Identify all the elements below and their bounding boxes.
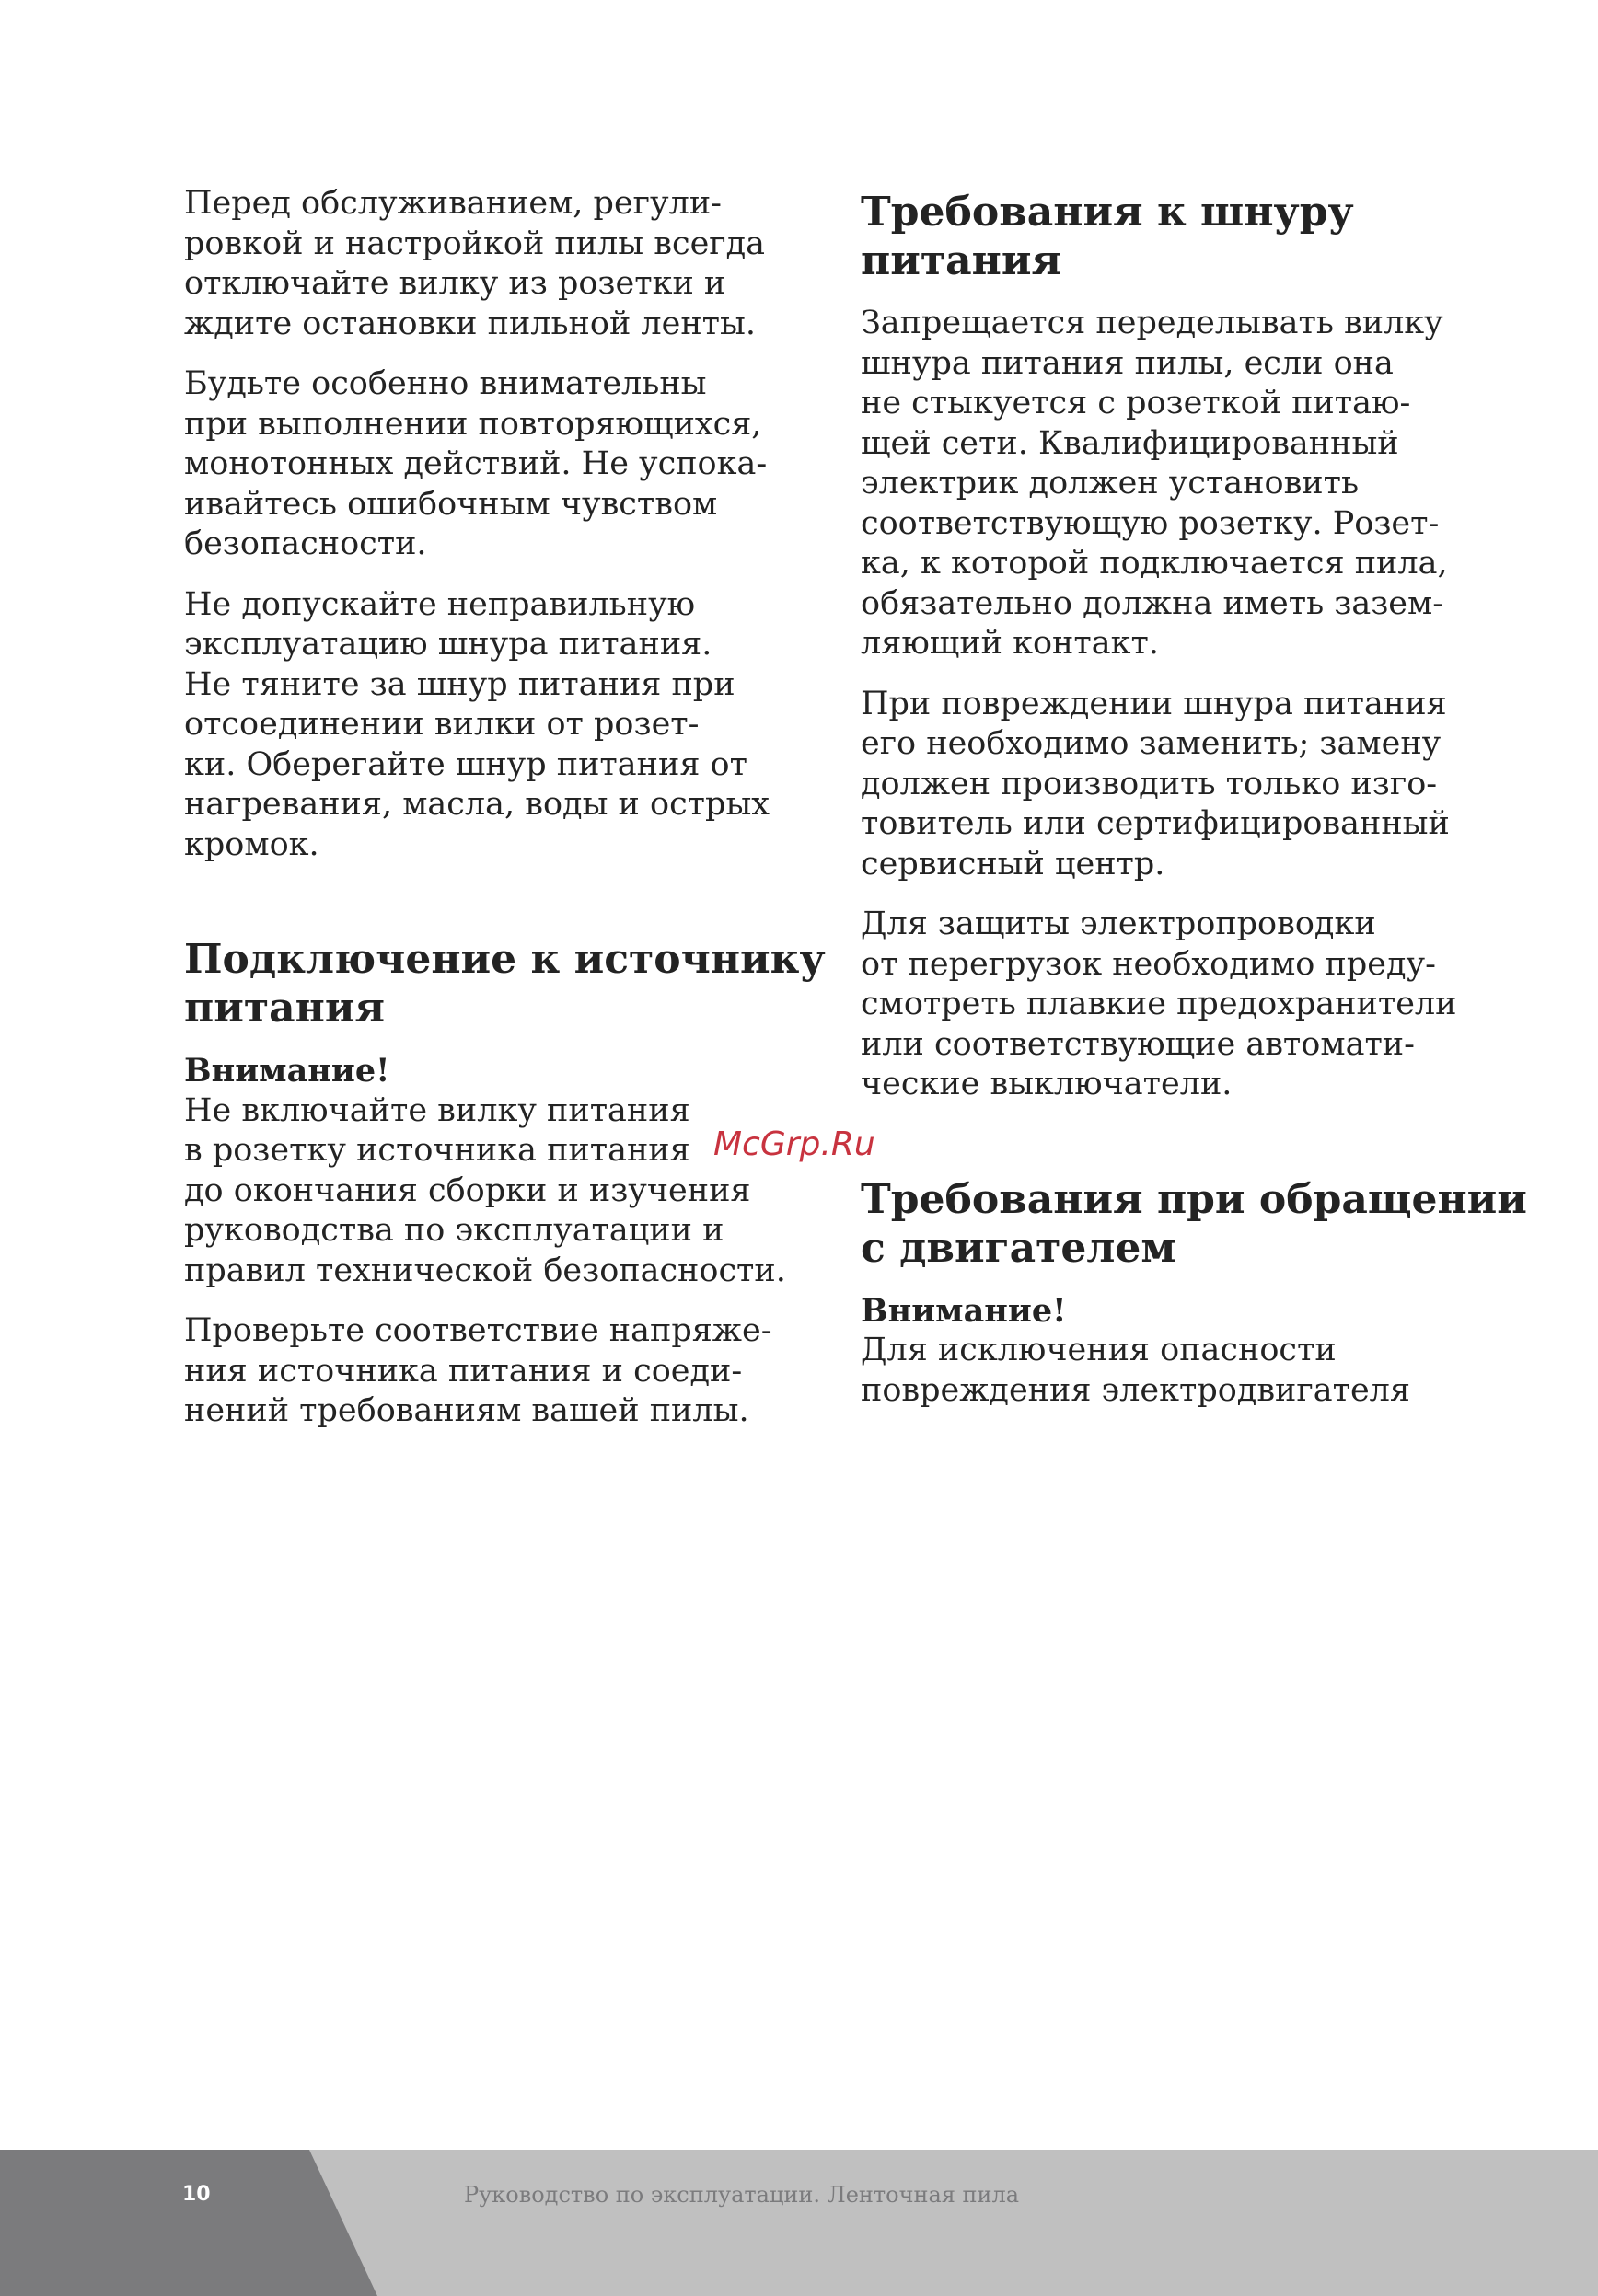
- paragraph-attention: [184, 364, 810, 565]
- page-footer: [0, 2150, 1598, 2296]
- text-line: эксплуатацию шнура питания.: [184, 626, 712, 663]
- text-line: монотонных действий. Не успока-: [184, 445, 768, 482]
- text-line: Проверьте соответствие напряже-: [184, 1312, 772, 1349]
- text-line: должен производить только изго-: [861, 765, 1438, 802]
- text-line: Запрещается переделывать вилку: [861, 305, 1443, 341]
- text-line: соответствующую розетку. Розет-: [861, 504, 1440, 542]
- text-line: Для защиты электропроводки: [861, 906, 1376, 942]
- text-line: ждите остановки пильной ленты.: [184, 305, 757, 342]
- paragraph-warning-plug: [184, 1051, 810, 1291]
- text-line: руководства по эксплуатации и: [184, 1212, 724, 1249]
- text-line: отключайте вилку из розетки и: [184, 265, 726, 302]
- text-line: Для исключения опасности: [861, 1332, 1337, 1368]
- warning-label: Внимание!: [861, 1291, 1067, 1330]
- heading-line: Подключение к источнику: [184, 936, 826, 983]
- text-line: его необходимо заменить; замену: [861, 725, 1442, 762]
- text-line: товитель или сертифицированный: [861, 805, 1450, 842]
- text-line: Будьте особенно внимательны: [184, 365, 707, 402]
- paragraph-overload-protection: [861, 905, 1487, 1105]
- text-line: безопасности.: [184, 525, 427, 562]
- paragraph-cord-usage: [184, 585, 810, 866]
- text-line: ка, к которой подключается пила,: [861, 545, 1448, 582]
- paragraph-voltage-check: [184, 1311, 810, 1432]
- text-line: до окончания сборки и изучения: [184, 1171, 751, 1209]
- text-line: смотреть плавкие предохранители: [861, 986, 1457, 1022]
- section-heading-cord-requirements: [861, 188, 1487, 285]
- text-line: не стыкуется с розеткой питаю-: [861, 385, 1411, 421]
- text-line: от перегрузок необходимо преду-: [861, 945, 1436, 983]
- text-line: сервисный центр.: [861, 845, 1165, 883]
- right-column: [861, 184, 1527, 1431]
- text-line: Перед обслуживанием, регули-: [184, 185, 722, 222]
- heading-line: питания: [861, 237, 1061, 284]
- text-line: правил технической безопасности.: [184, 1252, 786, 1289]
- paragraph-cord-damage: [861, 685, 1487, 885]
- footer-document-title: Руководство по эксплуатации. Ленточная пила: [464, 2182, 1020, 2208]
- section-heading-motor-requirements: [861, 1175, 1527, 1273]
- text-line: Не допускайте неправильную: [184, 585, 696, 623]
- text-line: ровкой и настройкой пилы всегда: [184, 225, 766, 262]
- text-line: ивайтесь ошибочным чувством: [184, 485, 718, 523]
- footer-page-tab: [0, 2150, 377, 2296]
- heading-line: Требования при обращении: [861, 1175, 1527, 1223]
- heading-line: Требования к шнуру: [861, 189, 1354, 236]
- text-line: При повреждении шнура питания: [861, 685, 1447, 722]
- text-line: щей сети. Квалифицированный: [861, 424, 1399, 462]
- paragraph-warning-motor: [861, 1291, 1487, 1412]
- watermark: McGrp.Ru: [713, 1125, 875, 1163]
- text-line: или соответствующие автомати-: [861, 1025, 1415, 1063]
- text-line: ния источника питания и соеди-: [184, 1352, 743, 1390]
- text-line: ческие выключатели.: [861, 1066, 1233, 1102]
- text-line: в розетку источника питания: [184, 1132, 690, 1169]
- section-heading-power-connection: [184, 935, 826, 1033]
- left-column: [184, 184, 826, 1452]
- heading-line: с двигателем: [861, 1224, 1176, 1272]
- paragraph-plug-modification: [861, 304, 1487, 664]
- text-line: Не включайте вилку питания: [184, 1091, 690, 1129]
- text-line: электрик должен установить: [861, 465, 1360, 502]
- text-line: шнура питания пилы, если она: [861, 344, 1394, 382]
- text-line: нагревания, масла, воды и острых: [184, 786, 770, 823]
- text-line: ки. Оберегайте шнур питания от: [184, 745, 747, 783]
- text-line: кромок.: [184, 825, 319, 863]
- text-line: Не тяните за шнур питания при: [184, 665, 735, 703]
- page-number: 10: [182, 2183, 211, 2206]
- text-line: нений требованиям вашей пилы.: [184, 1392, 749, 1429]
- text-line: обязательно должна иметь зазем-: [861, 584, 1444, 622]
- warning-label: Внимание!: [184, 1052, 390, 1090]
- heading-line: питания: [184, 985, 385, 1032]
- text-line: ляющий контакт.: [861, 625, 1159, 662]
- text-line: при выполнении повторяющихся,: [184, 405, 762, 443]
- text-line: повреждения электродвигателя: [861, 1371, 1410, 1409]
- text-line: отсоединении вилки от розет-: [184, 706, 700, 743]
- paragraph-maintenance: [184, 184, 810, 344]
